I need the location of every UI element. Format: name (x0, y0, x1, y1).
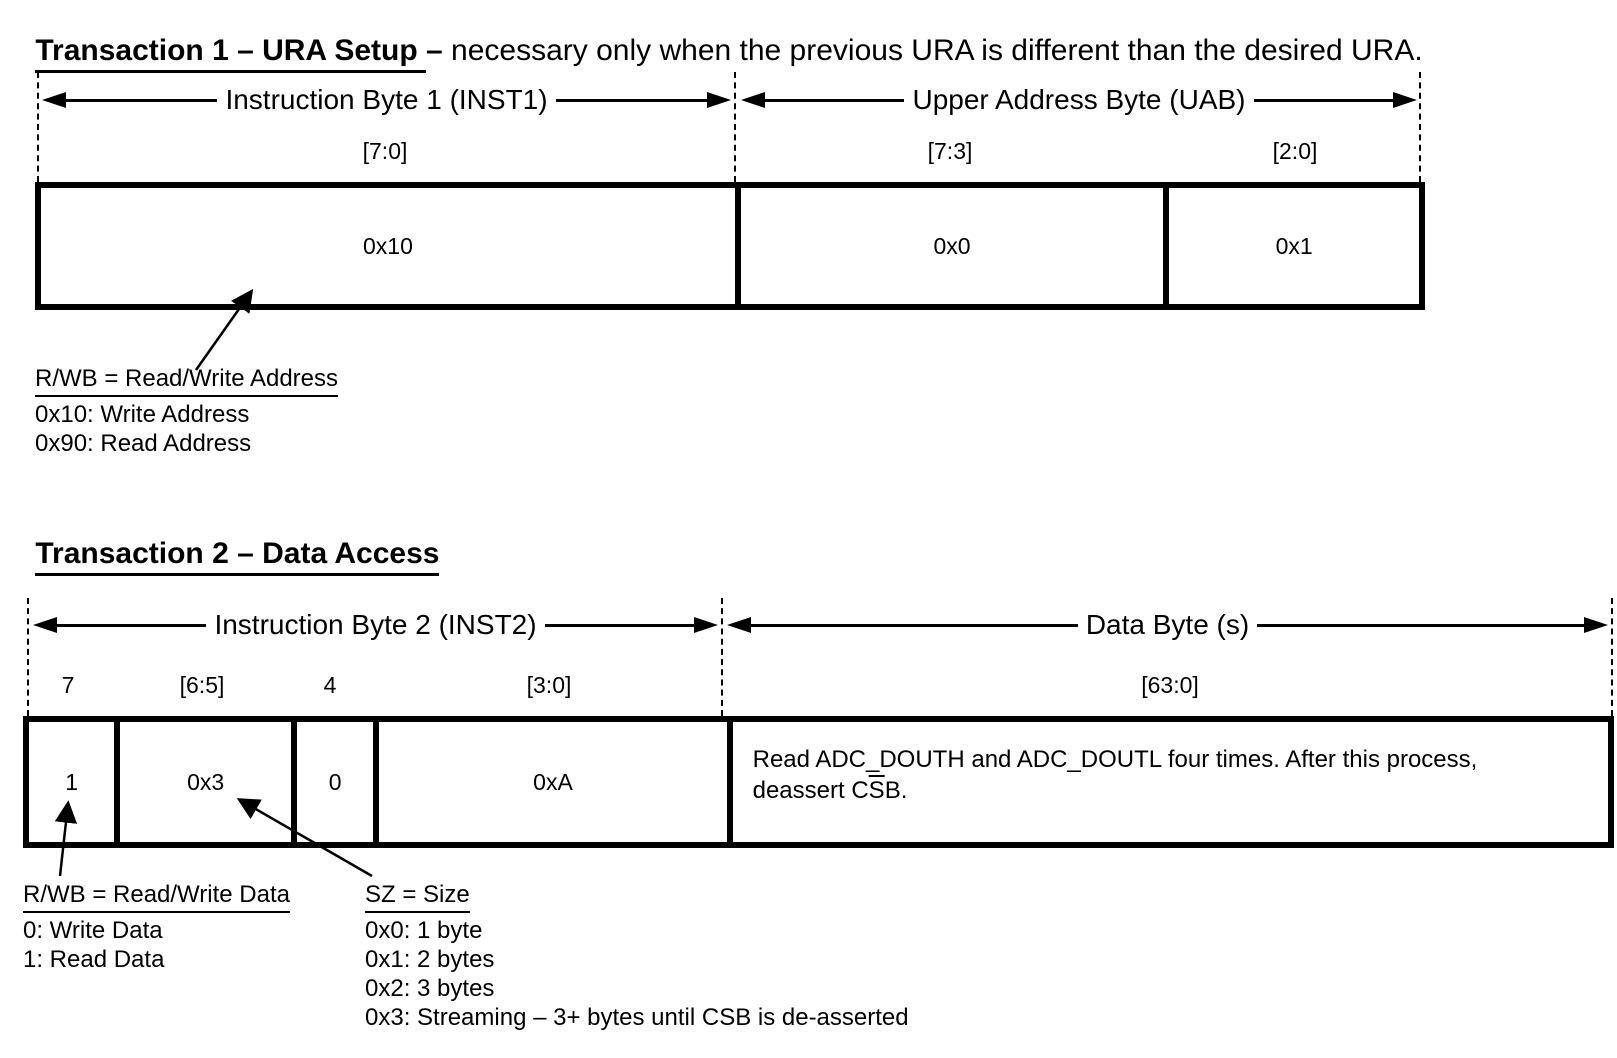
annotation-rwb-address-line1: 0x10: Write Address (35, 401, 250, 428)
field-uab-7-3: 0x0 (735, 188, 1163, 304)
data-cell-line2-post: B. (884, 777, 908, 804)
bit-label-2-0: [2:0] (1272, 138, 1318, 164)
bit-label-4: 4 (323, 672, 337, 698)
span-arrow-inst2 (33, 607, 718, 643)
span-label-data-byte: Data Byte (s) (1085, 609, 1250, 640)
dashed-guide-line (1419, 72, 1421, 182)
dashed-guide-line (1611, 598, 1613, 716)
arrowhead-left-icon (727, 617, 751, 633)
span-label-inst1: Instruction Byte 1 (INST1) (225, 84, 548, 115)
arrowhead-right-icon (1584, 617, 1608, 633)
transaction2-heading-title: Transaction 2 – Data Access (35, 537, 439, 576)
field-uab-2-0: 0x1 (1163, 188, 1419, 304)
transaction1-heading-title: Transaction 1 – URA Setup (35, 34, 426, 73)
bit-label-6-5: [6:5] (179, 672, 225, 698)
annotation-rwb-data-line2: 1: Read Data (23, 946, 165, 973)
dashed-guide-line (734, 72, 736, 182)
arrowhead-left-icon (33, 617, 57, 633)
arrow-line (556, 99, 707, 102)
field-bit4: 0 (291, 722, 373, 842)
arrow-line (66, 99, 217, 102)
bit-label-7-3: [7:3] (927, 138, 973, 164)
dashed-guide-line (37, 72, 39, 182)
arrow-line (1254, 99, 1393, 102)
bit-label-7: 7 (61, 672, 75, 698)
span-label-inst2: Instruction Byte 2 (INST2) (214, 609, 537, 640)
field-inst1: 0x10 (363, 232, 413, 259)
dashed-guide-line (721, 598, 723, 716)
span-arrow-data-byte (727, 607, 1608, 643)
annotation-sz-line1: 0x0: 1 byte (365, 917, 483, 944)
arrow-line (57, 624, 206, 627)
data-cell-csb-overline: $\overline{S}$ (868, 777, 885, 804)
arrowhead-right-icon (707, 92, 731, 108)
annotation-rwb-data-header: R/WB = Read/Write Data (23, 880, 290, 913)
annotation-sz (365, 880, 909, 1032)
field-rwb: 1 (65, 768, 79, 795)
span-label-uab: Upper Address Byte (UAB) (912, 84, 1246, 115)
span-arrow-uab (741, 82, 1417, 118)
annotation-rwb-data-line1: 0: Write Data (23, 917, 163, 944)
annotation-sz-line4: 0x3: Streaming – 3+ bytes until CSB is de-asserted (365, 1004, 909, 1031)
annotation-rwb-address-header: R/WB = Read/Write Address (35, 364, 338, 397)
arrow-line (545, 624, 694, 627)
transaction2-heading (2, 503, 439, 605)
transaction1-byte-row (35, 182, 1425, 310)
annotation-sz-header: SZ = Size (365, 880, 470, 913)
annotation-rwb-data (23, 880, 290, 974)
bit-label-7-0: [7:0] (362, 138, 408, 164)
arrow-line (765, 99, 904, 102)
annotation-sz-line2: 0x1: 2 bytes (365, 946, 495, 973)
annotation-rwb-address-line2: 0x90: Read Address (35, 430, 252, 457)
field-addr: 0xA (373, 722, 726, 842)
arrow-line (751, 624, 1078, 627)
transaction1-heading-dash: – (426, 34, 452, 67)
dashed-guide-line (27, 598, 29, 716)
field-data-bytes (727, 722, 1608, 842)
arrowhead-left-icon (42, 92, 66, 108)
arrowhead-left-icon (741, 92, 765, 108)
data-cell-line1: Read ADC_DOUTH and ADC_DOUTL four times. After this process, (752, 746, 1478, 773)
bit-label-3-0: [3:0] (526, 672, 572, 698)
data-cell-line2-pre: deassert C (752, 777, 869, 804)
arrowhead-right-icon (694, 617, 718, 633)
field-sz: 0x3 (114, 722, 291, 842)
transaction1-heading-note: necessary only when the previous URA is different than the desired URA. (451, 34, 1423, 67)
annotation-sz-line3: 0x2: 3 bytes (365, 975, 495, 1002)
annotation-rwb-address (35, 364, 338, 458)
arrow-line (1257, 624, 1584, 627)
transaction2-byte-row (23, 716, 1614, 848)
arrowhead-right-icon (1393, 92, 1417, 108)
span-arrow-inst1 (42, 82, 731, 118)
bit-label-63-0: [63:0] (1141, 672, 1199, 698)
